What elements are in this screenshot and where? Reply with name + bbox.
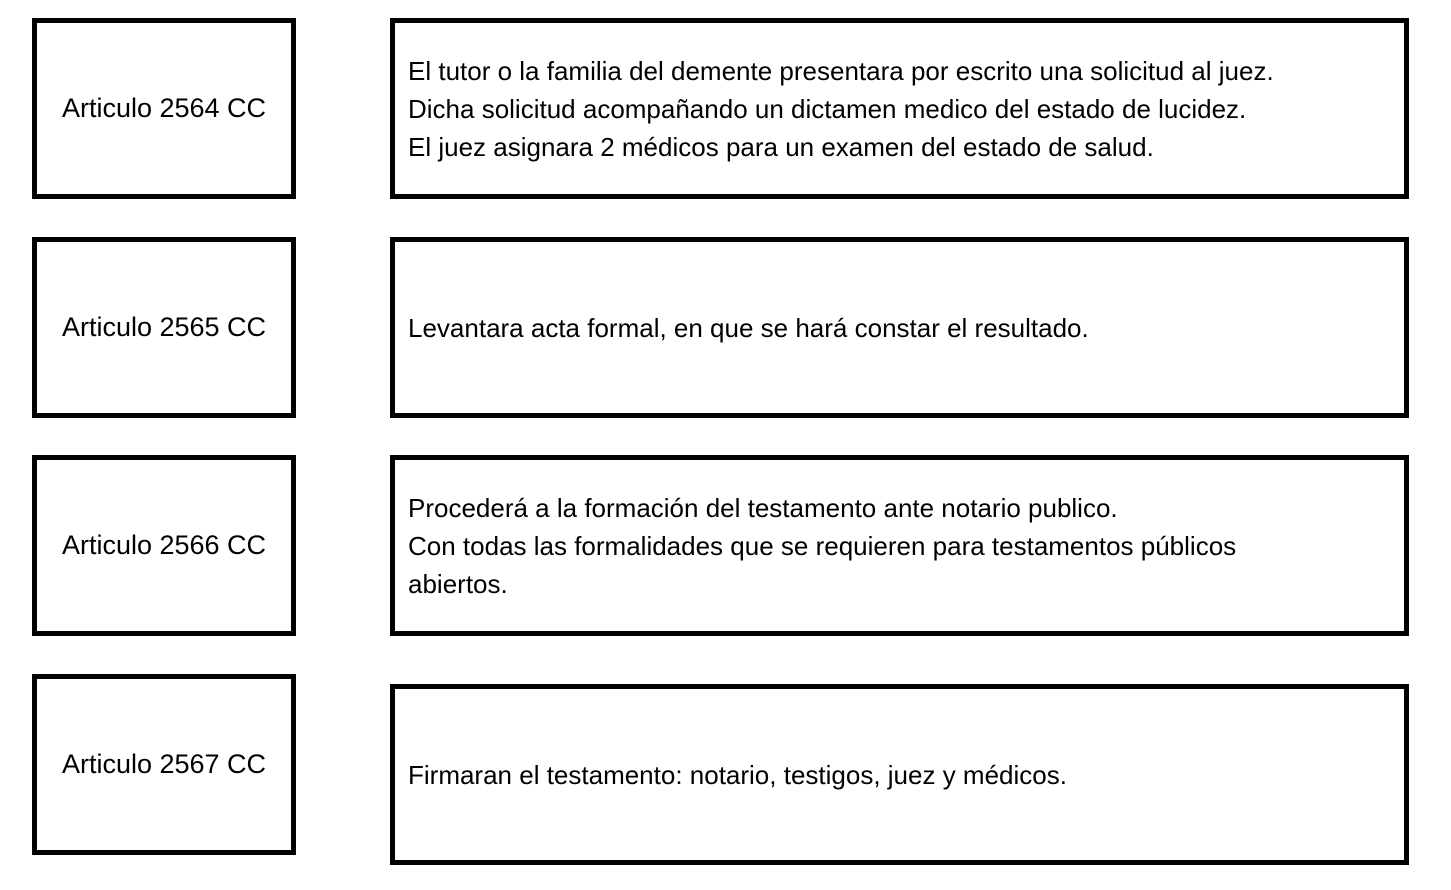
article-label: Articulo 2564 CC xyxy=(61,93,267,123)
description-line: Dicha solicitud acompañando un dictamen medico del estado de lucidez. xyxy=(408,93,1247,124)
description-line: Levantara acta formal, en que se hará constar el resultado. xyxy=(408,312,1089,343)
article-2565-description-box xyxy=(390,237,1409,418)
article-label: Articulo 2566 CC xyxy=(61,530,267,560)
article-2567-box xyxy=(32,674,296,855)
description-line: El juez asignara 2 médicos para un examen del estado de salud. xyxy=(408,131,1154,162)
description-line: Procederá a la formación del testamento ante notario publico. xyxy=(408,492,1118,523)
article-2567-description-box xyxy=(390,684,1409,865)
article-2566-description-box xyxy=(390,455,1409,636)
article-2564-description-box xyxy=(390,18,1409,199)
description-text xyxy=(408,489,1236,603)
article-2566-box xyxy=(32,455,296,636)
description-line: abiertos. xyxy=(408,568,508,599)
description-text xyxy=(408,309,1089,347)
description-line: Con todas las formalidades que se requieren para testamentos públicos xyxy=(408,530,1237,561)
article-label: Articulo 2567 CC xyxy=(61,749,267,779)
description-text xyxy=(408,52,1274,166)
description-text xyxy=(408,756,1067,794)
article-label: Articulo 2565 CC xyxy=(61,312,267,342)
description-line: Firmaran el testamento: notario, testigos, juez y médicos. xyxy=(408,759,1067,790)
description-line: El tutor o la familia del demente presentara por escrito una solicitud al juez. xyxy=(408,55,1274,86)
article-2565-box xyxy=(32,237,296,418)
article-2564-box xyxy=(32,18,296,199)
